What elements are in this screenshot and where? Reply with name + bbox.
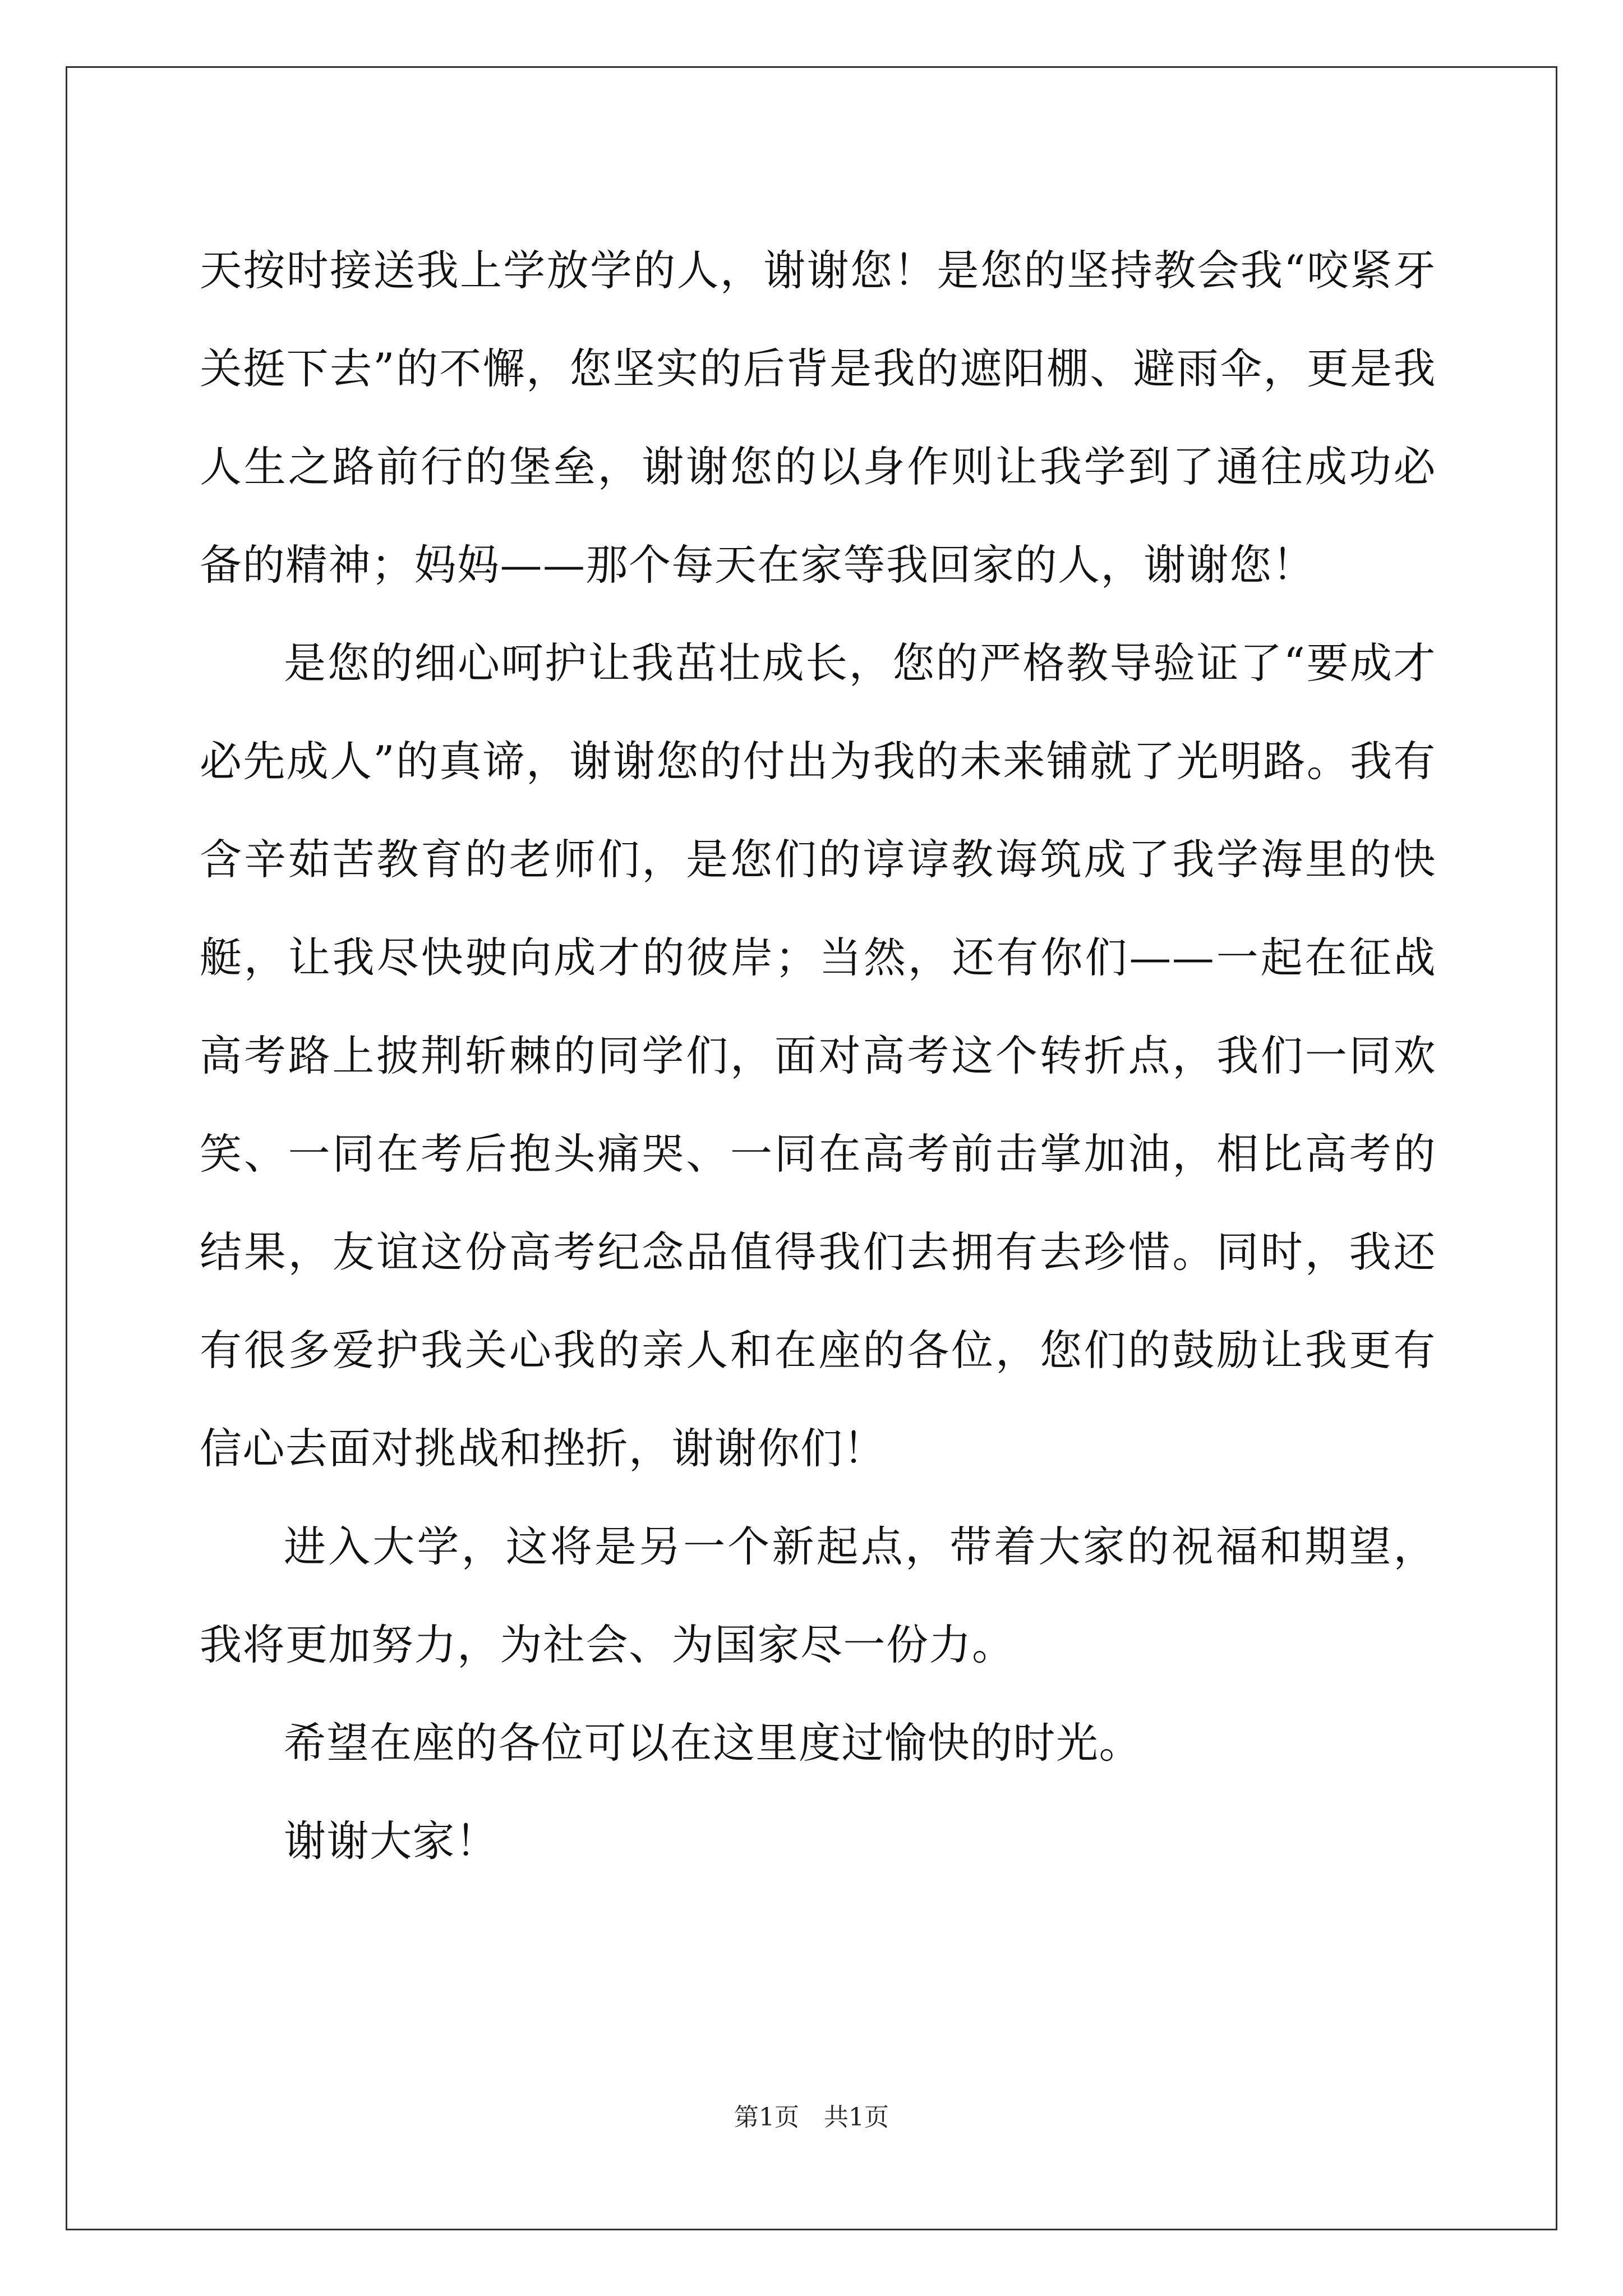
paragraph-1: 天按时接送我上学放学的人，谢谢您！是您的坚持教会我“咬紧牙关挺下去”的不懈，您坚实的后背是我的遮阳棚、避雨伞，更是我人生之路前行的堡垒，谢谢您的以身作则让我学到了通往成功必备的精神；妈妈——那个每天在家等我回家的人，谢谢您！ <box>200 246 1436 590</box>
paragraph-2: 是您的细心呵护让我茁壮成长，您的严格教导验证了“要成才必先成人”的真谛，谢谢您的付出为我的未来铺就了光明路。我有含辛茹苦教育的老师们，是您们的谆谆教诲筑成了我学海里的快艇，让我尽快驶向成才的彼岸；当然，还有你们——一起在征战高考路上披荆斩棘的同学们，面对高考这个转折点，我们一同欢笑、一同在考后抱头痛哭、一同在高考前击掌加油，相比高考的结果，友谊这份高考纪念品值得我们去拥有去珍惜。同时，我还有很多爱护我关心我的亲人和在座的各位，您们的鼓励让我更有信心去面对挑战和挫折，谢谢你们！ <box>200 638 1436 1473</box>
paragraph-5: 谢谢大家！ <box>284 1816 499 1866</box>
paragraph-3: 进入大学，这将是另一个新起点，带着大家的祝福和期望，我将更加努力，为社会、为国家尽一份力。 <box>200 1522 1436 1669</box>
document-body <box>200 222 1436 1890</box>
paragraph-4: 希望在座的各位可以在这里度过愉快的时光。 <box>284 1718 1142 1768</box>
page-number-footer: 第1页 共1页 <box>734 2103 889 2132</box>
